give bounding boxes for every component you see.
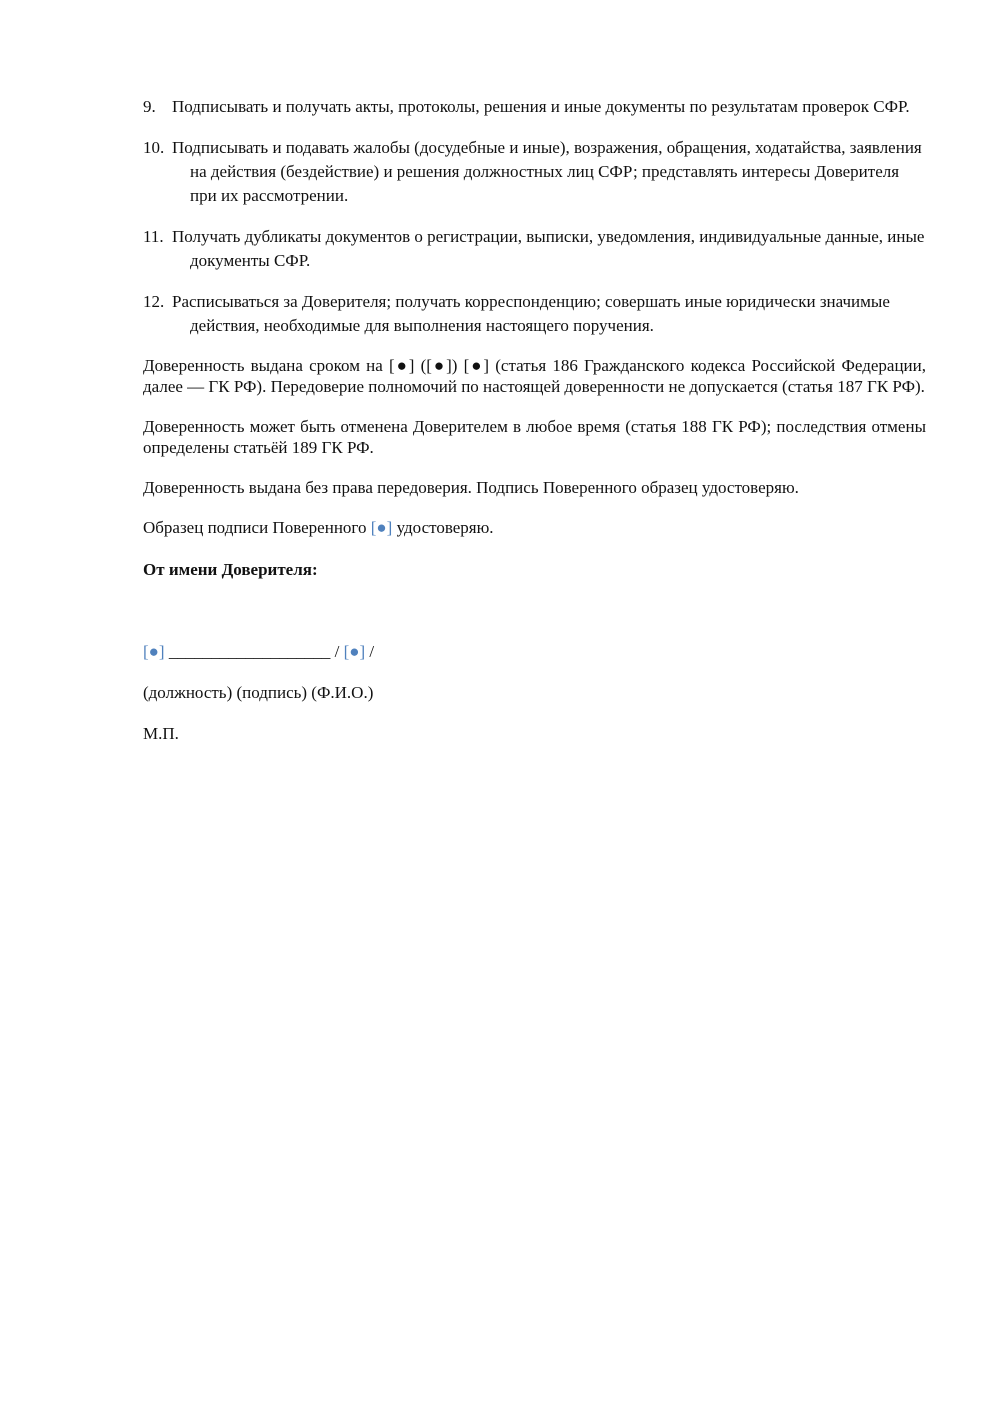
sample-placeholder: [●] [370, 518, 393, 537]
list-text: Расписываться за Доверителя; получать корреспонденцию; совершать иные юридически значимые действия, необходимые для выполнения настоящего поручения. [172, 292, 890, 335]
list-number: 9. [143, 97, 156, 116]
signature-line [143, 641, 926, 662]
document-page [143, 95, 926, 744]
sample-prefix: Образец подписи Поверенного [143, 518, 371, 537]
signature-caption: (должность) (подпись) (Ф.И.О.) [143, 683, 374, 702]
sample-signature-paragraph [143, 517, 926, 538]
list-text: Подписывать и подавать жалобы (досудебные и иные), возражения, обращения, ходатайства, заявления на действия (бездействие) и решения должностных лиц СФР; представлять интересы Доверителя при их рассмотрении. [172, 138, 922, 205]
revocation-paragraph: Доверенность может быть отменена Доверителем в любое время (статья 188 ГК РФ); последствия отмены определены статьёй 189 ГК РФ. [143, 417, 926, 457]
list-number: 12. [143, 292, 165, 311]
list-item-9 [143, 95, 926, 119]
list-number: 10. [143, 138, 165, 157]
list-item-12 [143, 290, 926, 338]
signature-underline: ___________________ / [164, 642, 344, 661]
list-text: Получать дубликаты документов о регистрации, выписки, уведомления, индивидуальные данные, иные документы СФР. [172, 227, 925, 270]
sample-suffix: удостоверяю. [392, 518, 494, 537]
list-item-11 [143, 225, 926, 273]
signature-trailing: / [365, 642, 375, 661]
list-text: Подписывать и получать акты, протоколы, решения и иные документы по результатам проверок СФР. [172, 97, 910, 116]
name-placeholder: [●] [343, 642, 366, 661]
no-delegation-paragraph: Доверенность выдана без права передоверия. Подпись Поверенного образец удостоверяю. [143, 478, 799, 497]
term-paragraph: Доверенность выдана сроком на [●] ([●]) [●] (статья 186 Гражданского кодекса Российской Федерации, далее — ГК РФ). Передоверие полномочий по настоящей доверенности не допускается (статья 187 ГК РФ). [143, 356, 926, 396]
list-number: 11. [143, 227, 164, 246]
stamp-label: М.П. [143, 724, 179, 743]
list-item-10 [143, 136, 926, 208]
position-placeholder: [●] [143, 642, 165, 661]
signature-heading: От имени Доверителя: [143, 560, 318, 579]
